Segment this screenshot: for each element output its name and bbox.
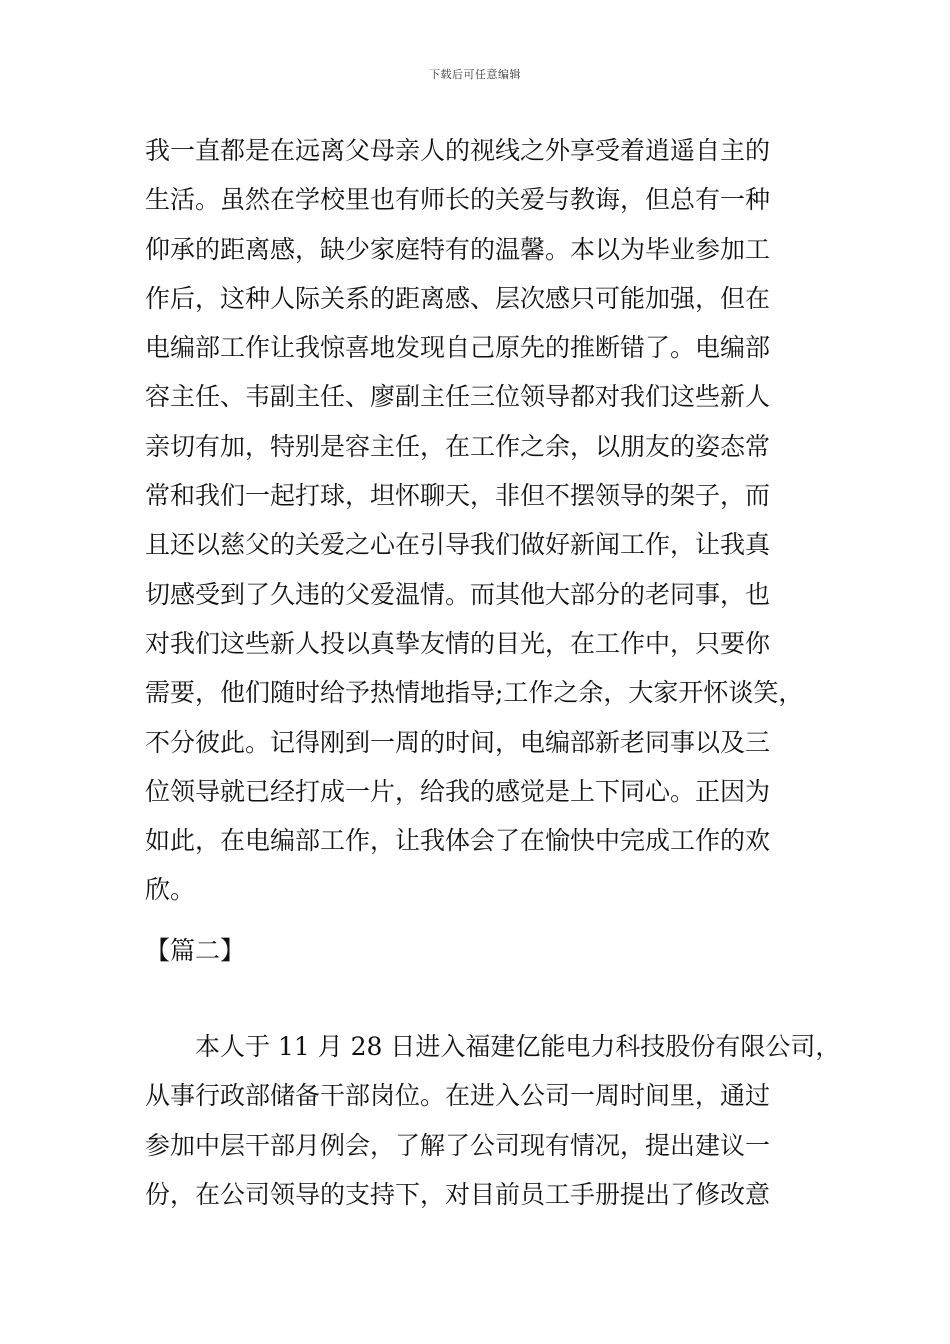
text-line: 亲切有加，特别是容主任，在工作之余，以朋友的姿态常: [145, 431, 771, 461]
text-line: 份，在公司领导的支持下，对目前员工手册提出了修改意: [145, 1179, 771, 1209]
text-line: 仰承的距离感，缺少家庭特有的温馨。本以为毕业参加工: [145, 234, 771, 264]
text-line: 作后，这种人际关系的距离感、层次感只可能加强，但在: [145, 283, 771, 313]
section-heading: 【篇二】: [145, 936, 246, 965]
text-line: 对我们这些新人投以真挚友情的目光，在工作中，只要你: [145, 628, 771, 658]
text-line: 我一直都是在远离父母亲人的视线之外享受着逍遥自主的: [145, 136, 771, 165]
text-line: 位领导就已经打成一片，给我的感觉是上下同心。正因为: [145, 776, 771, 806]
text-line: 欣。: [145, 875, 196, 905]
paragraph-1: [145, 126, 835, 915]
text-line: 不分彼此。记得刚到一周的时间，电编部新老同事以及三: [145, 727, 771, 757]
page-header: 下载后可任意编辑: [429, 68, 521, 81]
text-line: 常和我们一起打球，坦怀聊天，非但不摆领导的架子，而: [145, 481, 771, 511]
text-line: 本人于 11 月 28 日进入福建亿能电力科技股份有限公司，: [145, 1032, 841, 1061]
paragraph-2: [145, 1022, 841, 1219]
text-line: 电编部工作让我惊喜地发现自己原先的推断错了。电编部: [145, 333, 771, 363]
text-line: 如此，在电编部工作，让我体会了在愉快中完成工作的欢: [145, 826, 771, 856]
text-line: 从事行政部储备干部岗位。在进入公司一周时间里，通过: [145, 1081, 771, 1111]
text-line: 需要，他们随时给予热情地指导;工作之余，大家开怀谈笑，: [145, 678, 804, 708]
text-line: 且还以慈父的关爱之心在引导我们做好新闻工作，让我真: [145, 530, 771, 560]
text-line: 切感受到了久违的父爱温情。而其他大部分的老同事，也: [145, 579, 771, 609]
text-line: 生活。虽然在学校里也有师长的关爱与教诲，但总有一种: [145, 185, 771, 215]
text-line: 参加中层干部月例会，了解了公司现有情况，提出建议一: [145, 1130, 771, 1160]
text-line: 容主任、韦副主任、廖副主任三位领导都对我们这些新人: [145, 382, 771, 412]
